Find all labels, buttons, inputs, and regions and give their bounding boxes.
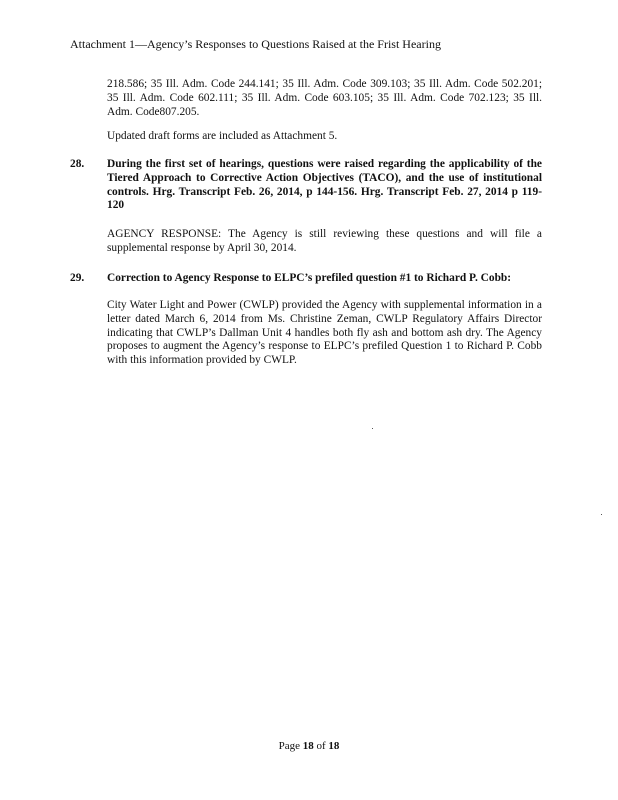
item-28-number: 28.	[70, 158, 85, 170]
citations-paragraph: 218.586; 35 Ill. Adm. Code 244.141; 35 Ill. Adm. Code 309.103; 35 Ill. Adm. Code 502.201; 35 Ill. Adm. Code 602.111; 35 Ill. Adm. Code 603.105; 35 Ill. Adm. Code 702.123; 35 Ill. Adm. Code807.205.	[107, 78, 542, 118]
item-29-response: City Water Light and Power (CWLP) provided the Agency with supplemental information in a letter dated March 6, 2014 from Ms. Christine Zeman, CWLP Regulatory Affairs Director indicating that CWLP’s Dallman Unit 4 handles both fly ash and bottom ash dry. The Agency proposes to augment the Agency’s response to ELPC’s prefiled Question 1 to Richard P. Cobb with this information provided by CWLP.	[107, 299, 542, 367]
updated-forms-note: Updated draft forms are included as Attachment 5.	[107, 130, 338, 142]
page-header: Attachment 1—Agency’s Responses to Questions Raised at the Frist Hearing	[70, 37, 441, 51]
item-29-question: Correction to Agency Response to ELPC’s prefiled question #1 to Richard P. Cobb:	[107, 272, 512, 284]
page-of-label: of	[313, 740, 329, 752]
page-total: 18	[328, 740, 340, 752]
page-number: 18	[302, 740, 314, 752]
item-28-agency-response: AGENCY RESPONSE: The Agency is still reviewing these questions and will file a supplemental response by April 30, 2014.	[107, 228, 542, 254]
page-footer	[0, 740, 618, 753]
item-28-question: During the first set of hearings, questions were raised regarding the applicability of the Tiered Approach to Corrective Action Objectives (TACO), and the use of institutional controls. Hrg. Transcript Feb. 26, 2014, p 144-156. Hrg. Transcript Feb. 27, 2014 p 119-120	[107, 158, 542, 212]
page-label: Page	[278, 740, 303, 752]
item-29-number: 29.	[70, 272, 85, 284]
scan-speck	[372, 428, 373, 429]
scan-speck	[601, 514, 602, 515]
